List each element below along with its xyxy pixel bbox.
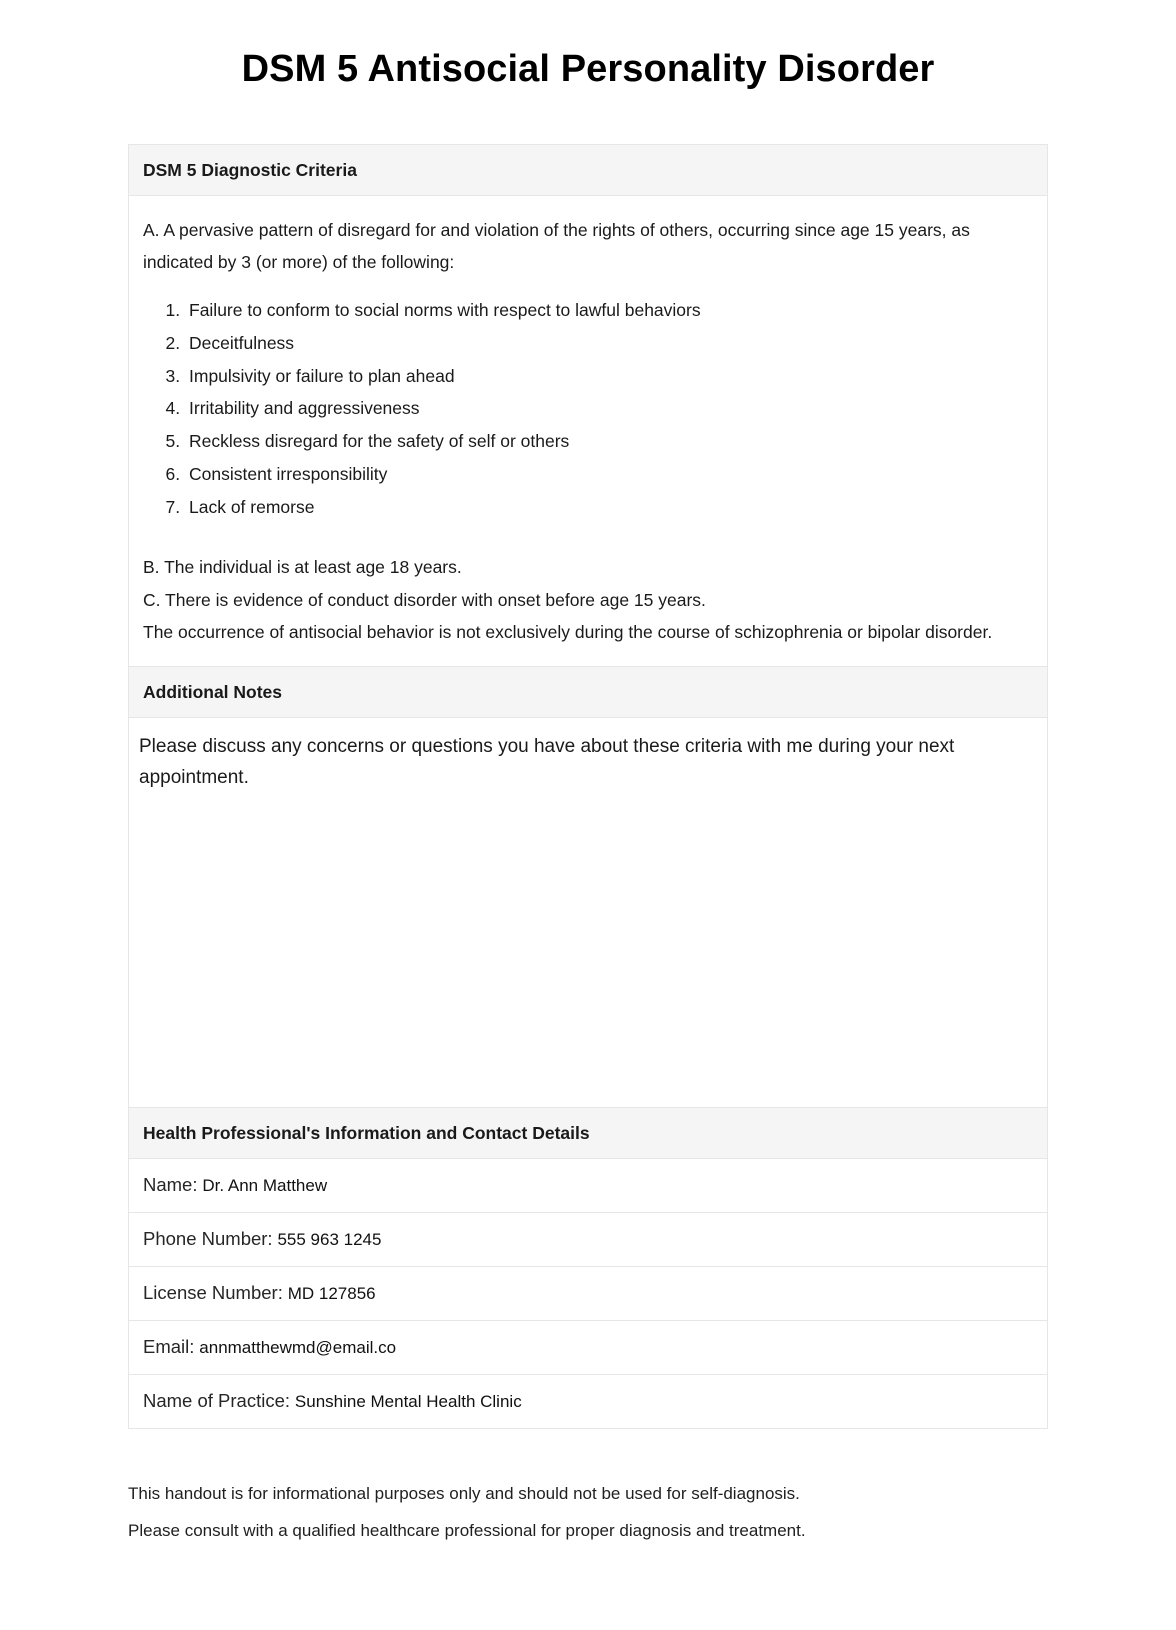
contact-label-practice: Name of Practice: [143, 1390, 291, 1412]
criterion-b-text: B. The individual is at least age 18 years. [143, 557, 462, 578]
section-header-diagnostic-criteria: DSM 5 Diagnostic Criteria [129, 145, 1047, 196]
contact-value-phone[interactable]: 555 963 1245 [277, 1230, 382, 1250]
list-item: 5. Reckless disregard for the safety of self or others [185, 425, 1033, 458]
table-row[interactable] [129, 1375, 1047, 1429]
list-item: 1. Failure to conform to social norms with respect to lawful behaviors [185, 294, 1033, 327]
section-header-additional-notes: Additional Notes [129, 667, 1047, 718]
contact-value-email[interactable]: annmatthewmd@email.co [199, 1338, 397, 1358]
criteria-tail [143, 551, 1033, 648]
contact-value-practice[interactable]: Sunshine Mental Health Clinic [294, 1392, 522, 1412]
contact-label-name: Name: [143, 1174, 198, 1196]
table-row[interactable] [129, 1321, 1047, 1375]
footer-line-1: This handout is for informational purposes only and should not be used for self-diagnosis. [128, 1484, 800, 1504]
table-row[interactable] [129, 1213, 1047, 1267]
contact-label-license: License Number: [143, 1282, 283, 1304]
list-item: 7. Lack of remorse [185, 491, 1033, 524]
contact-label-phone: Phone Number: [143, 1228, 273, 1250]
section-header-professional-info: Health Professional's Information and Contact Details [129, 1108, 1047, 1159]
contact-label-email: Email: [143, 1336, 195, 1358]
criteria-exclusion-text: The occurrence of antisocial behavior is not exclusively during the course of schizophrenia or bipolar disorder. [143, 622, 993, 643]
criterion-c-text: C. There is evidence of conduct disorder with onset before age 15 years. [143, 589, 706, 610]
table-row[interactable] [129, 1159, 1047, 1213]
table-row[interactable] [129, 1267, 1047, 1321]
additional-notes-input[interactable]: Please discuss any concerns or questions you have about these criteria with me during your next appointment. [139, 736, 960, 789]
page-title: DSM 5 Antisocial Personality Disorder [241, 48, 935, 90]
criteria-intro-text: A. A pervasive pattern of disregard for and violation of the rights of others, occurring since age 15 years, as indicated by 3 (or more) of the following: [143, 219, 970, 272]
list-item: 6. Consistent irresponsibility [185, 458, 1033, 491]
notes-field-container[interactable] [129, 718, 1047, 1108]
list-item: 3. Impulsivity or failure to plan ahead [185, 360, 1033, 393]
handout-form-table [128, 144, 1048, 1430]
contact-value-license[interactable]: MD 127856 [287, 1284, 376, 1304]
list-item: 2. Deceitfulness [185, 327, 1033, 360]
section-body-diagnostic-criteria [129, 196, 1047, 668]
list-item: 4. Irritability and aggressiveness [185, 392, 1033, 425]
criteria-list [143, 294, 1033, 523]
footer-line-2: Please consult with a qualified healthcare professional for proper diagnosis and treatment. [128, 1520, 806, 1540]
footer-disclaimer [128, 1481, 1048, 1584]
contact-value-name[interactable]: Dr. Ann Matthew [202, 1176, 328, 1196]
